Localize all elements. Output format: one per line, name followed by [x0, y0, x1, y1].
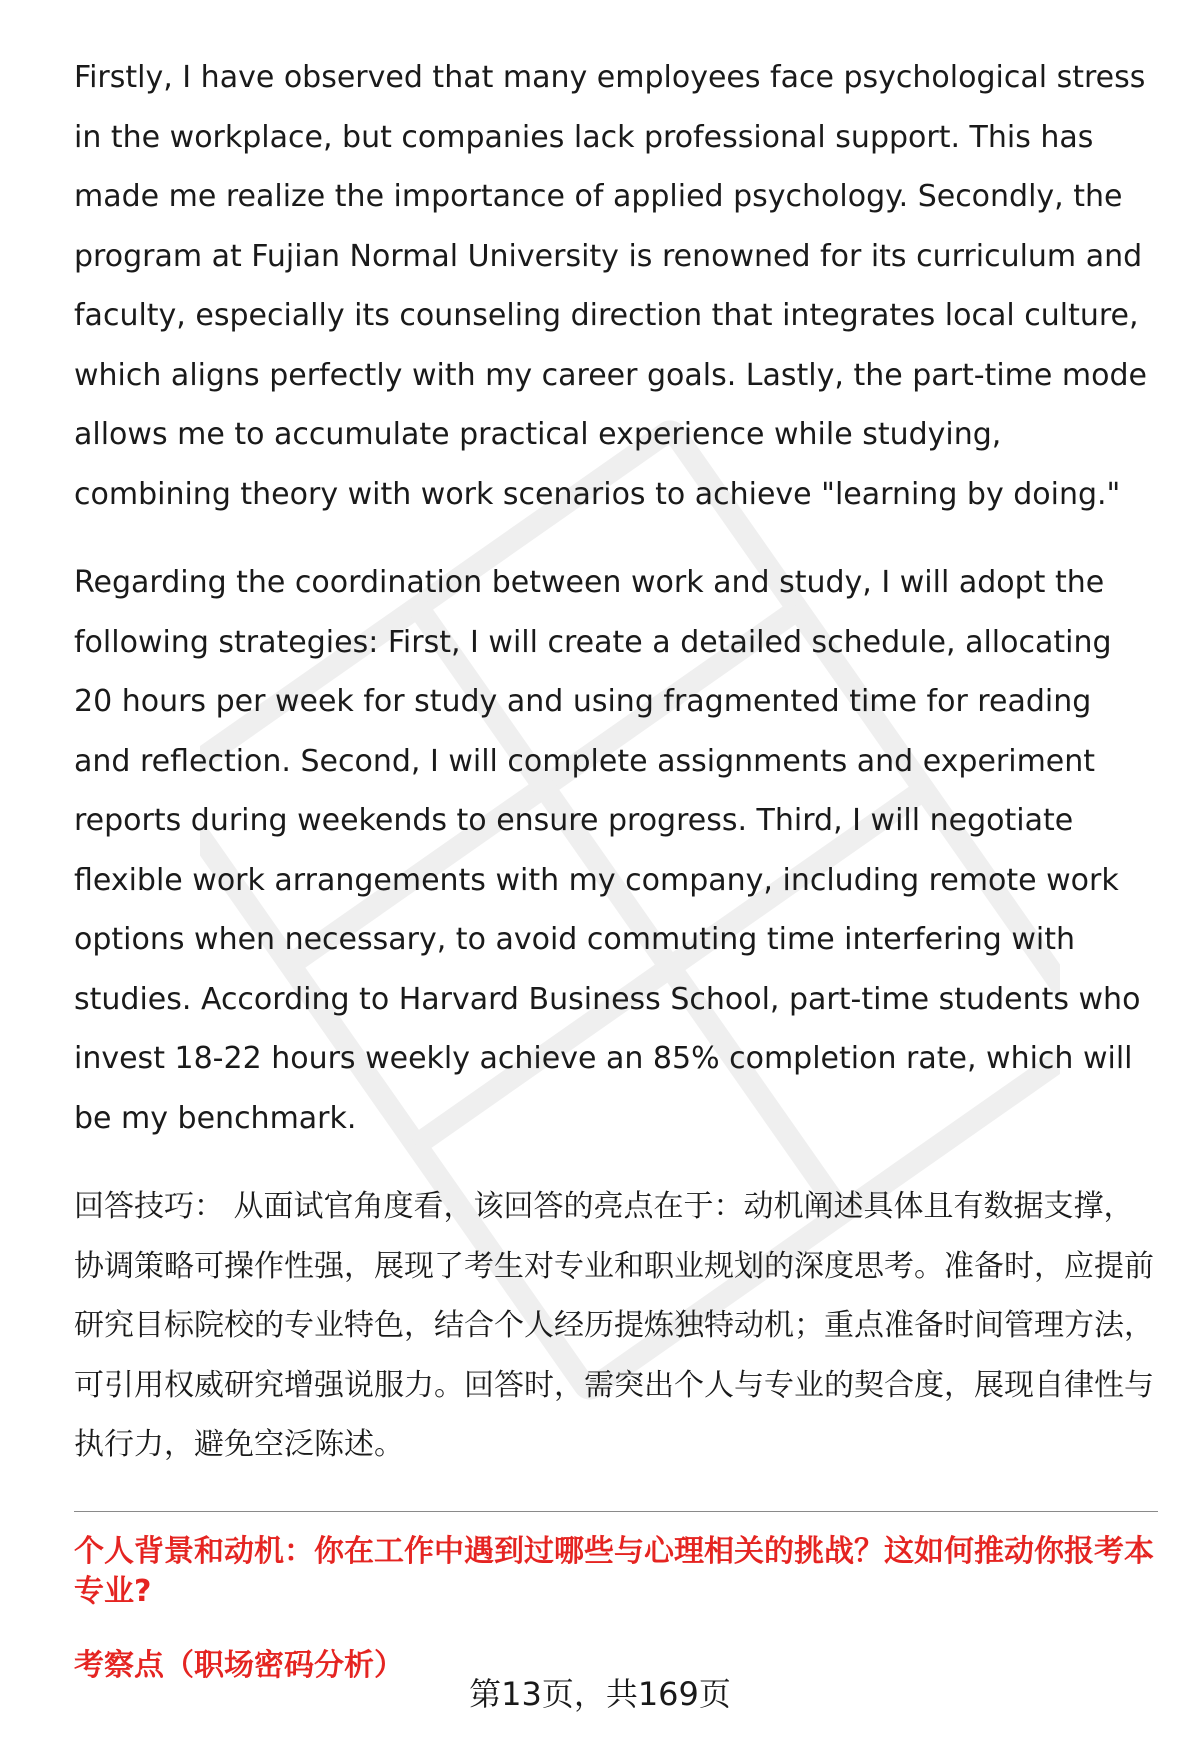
document-body — [74, 48, 1154, 1686]
section-label: 考察点（职场密码分析） — [74, 1647, 404, 1683]
question-heading: 个人背景和动机：你在工作中遇到过哪些与心理相关的挑战？这如何推动你报考本专业? — [74, 1533, 1154, 1609]
answer-tips: 回答技巧： 从面试官角度看，该回答的亮点在于：动机阐述具体且有数据支撑，协调策略可操作性强，展现了考生对专业和职业规划的深度思考。准备时，应提前研究目标院校的专业特色，结合个人经历提炼独特动机；重点准备时间管理方法，可引用权威研究增强说服力。回答时，需突出个人与专业的契合度，展现自律性与执行力，避免空泛陈述。 — [74, 1189, 1154, 1462]
answer-paragraph-2: Regarding the coordination between work and study, I will adopt the following strategies: First, I will create a detailed schedule, allocating 20 hours per week for study and using fragmented time for reading and reflection. Second, I will complete assignments and experiment reports during weekends to ensure progress. Third, I will negotiate flexible work arrangements with my company, including remote work options when necessary, to avoid commuting time interfering with studies. According to Harvard Business School, part-time students who invest 18-22 hours weekly achieve an 85% completion rate, which will be my benchmark. — [74, 565, 1141, 1136]
page-number: 第13页，共169页 — [469, 1675, 731, 1713]
section-divider — [74, 1511, 1158, 1512]
answer-paragraph-1: Firstly, I have observed that many employees face psychological stress in the workplace, but companies lack professional support. This has made me realize the importance of applied psychology. Secondly, the program at Fujian Normal University is renowned for its curriculum and faculty, especially its counseling direction that integrates local culture, which aligns perfectly with my career goals. Lastly, the part-time mode allows me to accumulate practical experience while studying, combining theory with work scenarios to achieve "learning by doing." — [74, 60, 1147, 512]
